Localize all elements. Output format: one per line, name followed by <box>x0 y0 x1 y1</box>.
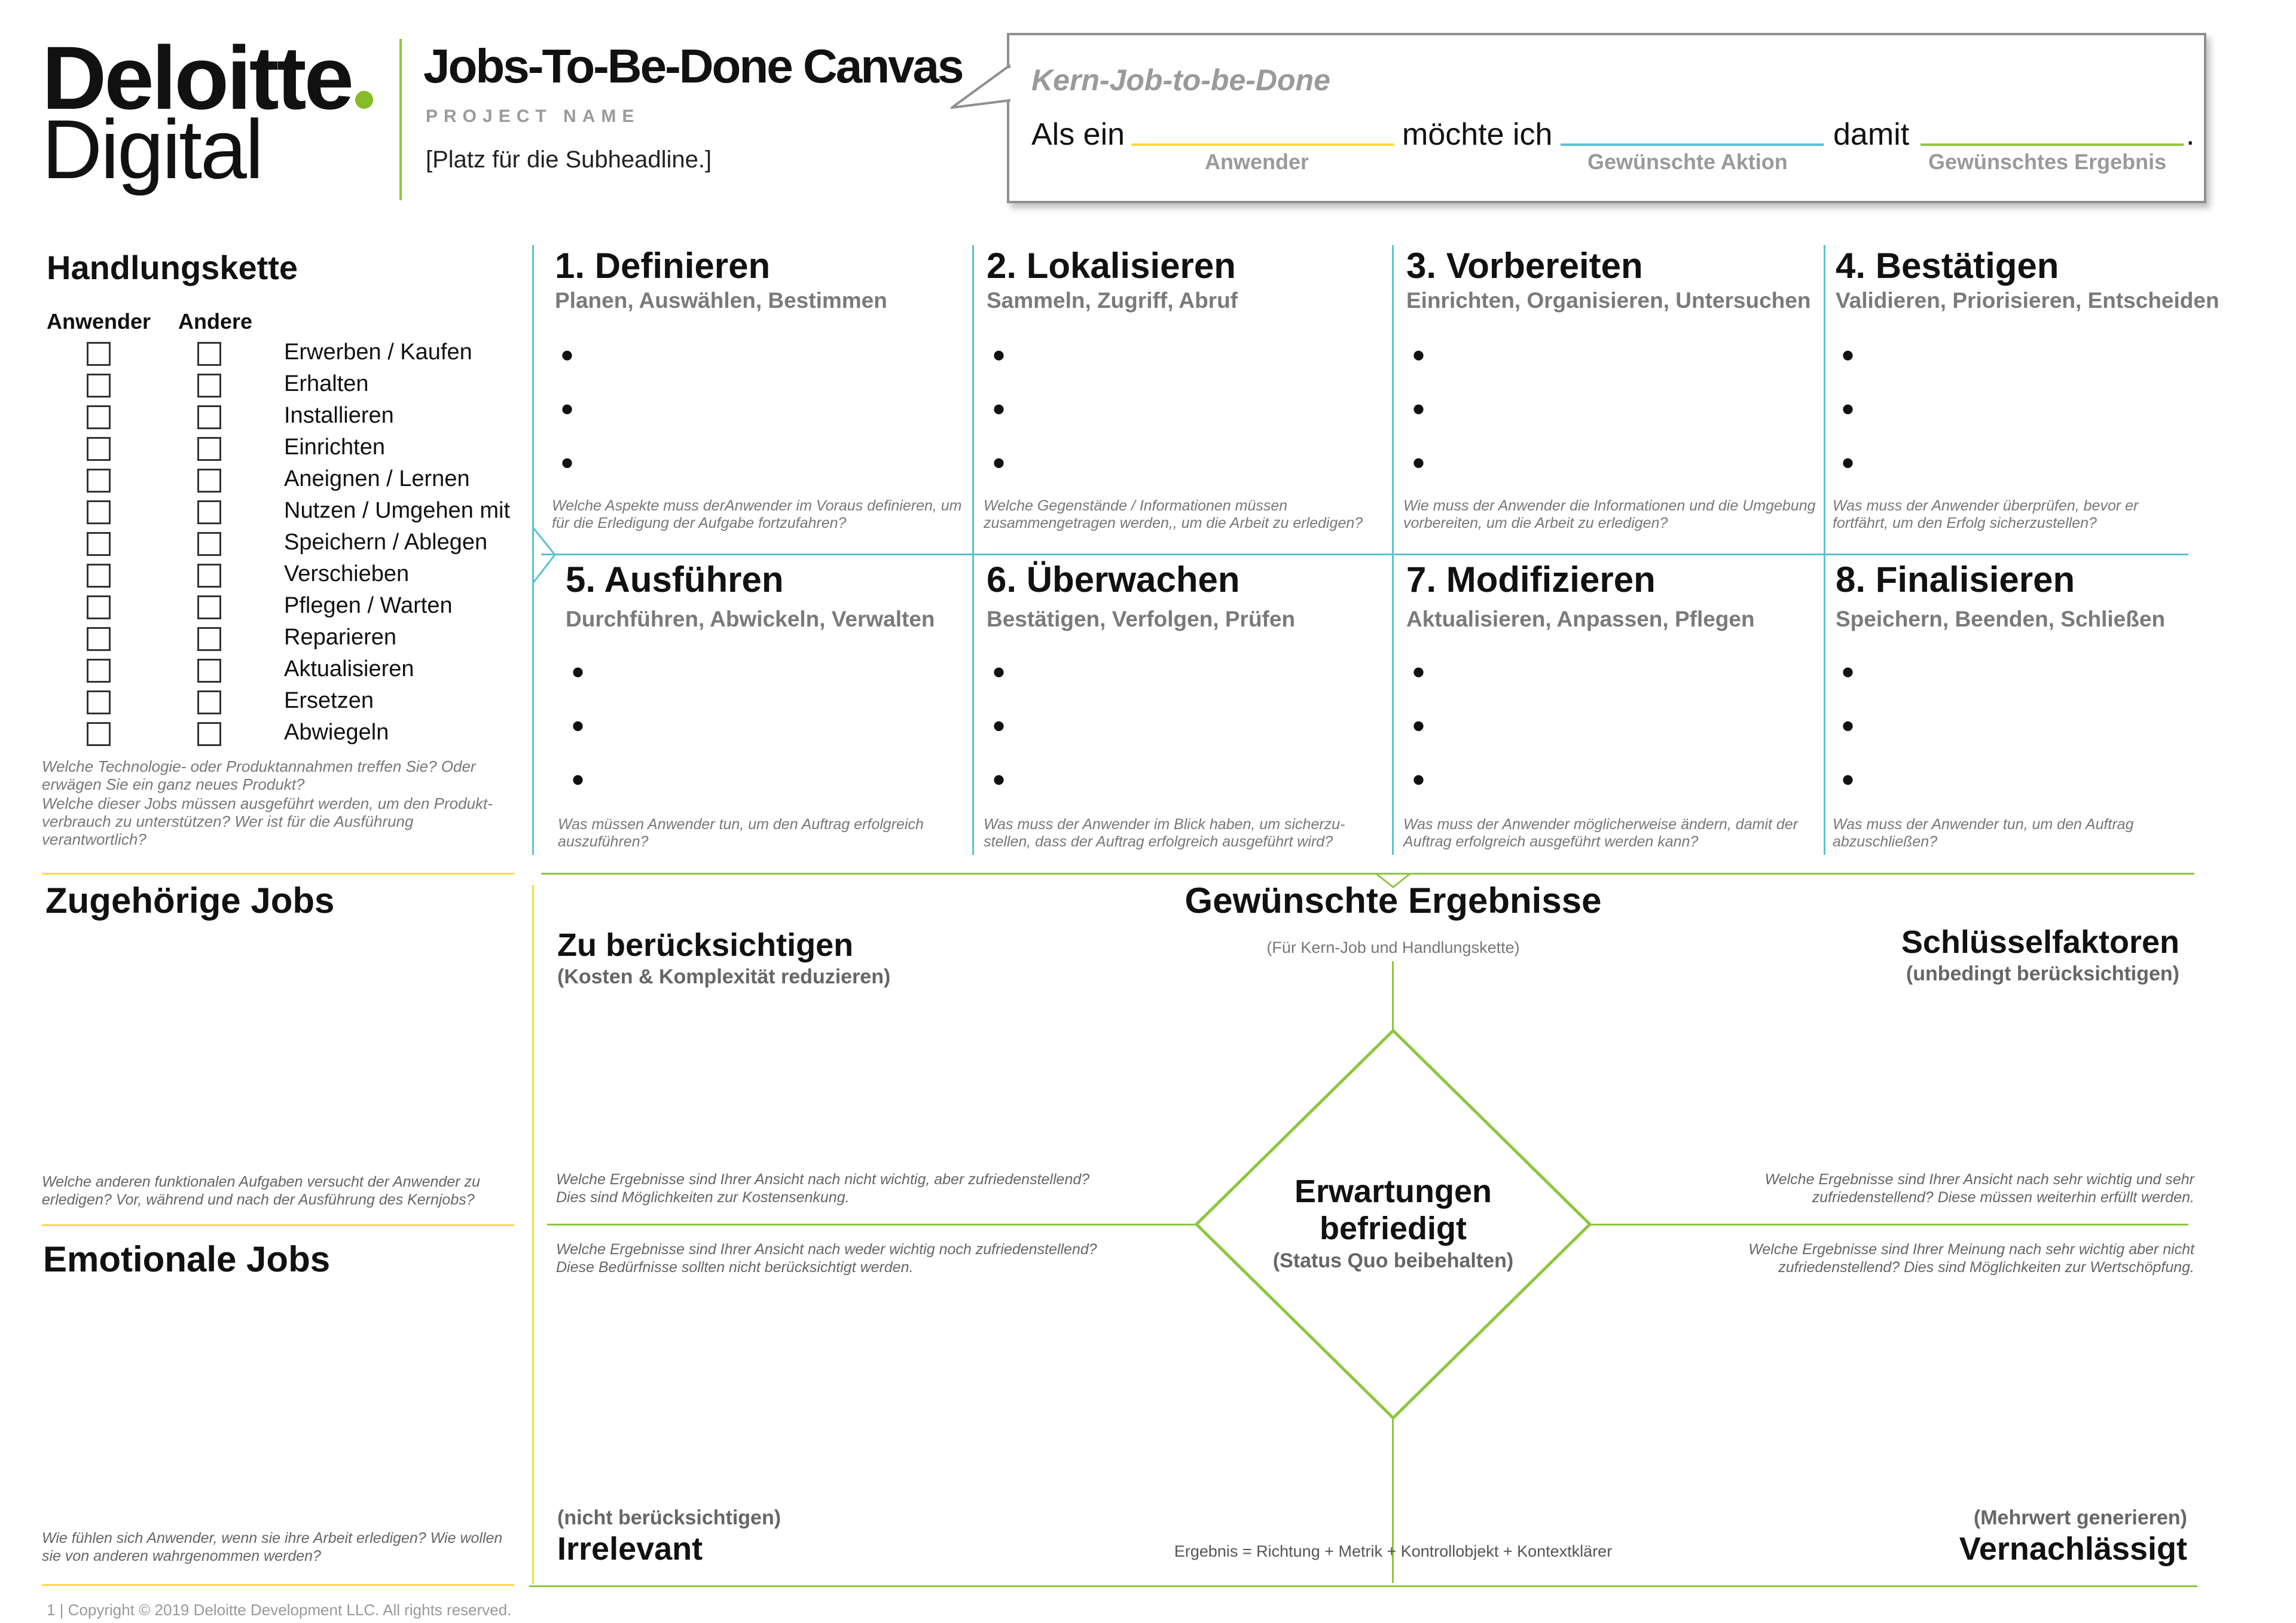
core-job-label: Kern-Job-to-be-Done <box>1031 63 1330 97</box>
handlungskette-label: Speichern / Ablegen <box>284 530 488 555</box>
quadrant-neglected-hint: Welche Ergebnisse sind Ihrer Meinung nach sehr wichtig aber nicht zufriedenstellend? Dies sind Möglichkeiten zur Wertschöpfung. <box>1748 1241 2194 1276</box>
quadrant-key-hint: Welche Ergebnisse sind Ihrer Ansicht nach sehr wichtig und sehr zufriedenstellend? Diese müssen weiterhin erfüllt werden. <box>1764 1171 2194 1206</box>
checkbox-user[interactable] <box>87 532 111 556</box>
grid-line <box>1824 245 1825 855</box>
core-job-end: . <box>2186 117 2195 152</box>
bullet-point[interactable]: • <box>1842 706 1855 746</box>
checkbox-user[interactable] <box>87 659 111 683</box>
column-user: Anwender <box>47 309 151 334</box>
project-name: PROJECT NAME <box>426 106 640 126</box>
step-hint: Wie muss der Anwender die Informationen und die Umgebung vorbereiten, um die Arbeit zu erledigen? <box>1403 497 1816 531</box>
handlungskette-row <box>0 528 526 560</box>
outcomes-subtitle: (Für Kern-Job und Handlungskette) <box>1266 939 1520 956</box>
logo-digital: Digital <box>42 102 262 196</box>
handlungskette-label: Nutzen / Umgehen mit <box>284 498 511 523</box>
divider <box>529 1585 2197 1587</box>
handlungskette-row <box>0 592 526 623</box>
checkbox-user[interactable] <box>87 469 111 493</box>
checkbox-other[interactable] <box>197 564 221 588</box>
bullet-point[interactable]: • <box>993 335 1006 375</box>
bullet-point[interactable]: • <box>993 389 1006 429</box>
handlungskette-row <box>0 465 526 497</box>
handlungskette-label: Erhalten <box>284 371 369 396</box>
bullet-point[interactable]: • <box>1412 652 1425 692</box>
handlungskette-row <box>0 623 526 655</box>
handlungskette-label: Pflegen / Warten <box>284 593 453 618</box>
bullet-point[interactable]: • <box>561 389 574 429</box>
bullet-point[interactable]: • <box>572 652 585 692</box>
bullet-point[interactable]: • <box>1842 335 1855 375</box>
blank-outcome[interactable] <box>1921 143 2184 146</box>
handlungskette-row <box>0 370 526 402</box>
handlungskette-label: Installieren <box>284 403 394 428</box>
checkbox-user[interactable] <box>87 437 111 461</box>
handlungskette-hint-1: Welche Technologie- oder Produktannahmen treffen Sie? Oder erwägen Sie ein ganz neues Produkt? <box>42 757 476 793</box>
quadrant-irrelevant-hint: Welche Ergebnisse sind Ihrer Ansicht nach weder wichtig noch zufriedenstellend? Diese Bedürfnisse sollten nicht berücksichtigt werden. <box>556 1241 1097 1276</box>
page-title: Jobs-To-Be-Done Canvas <box>423 39 963 93</box>
bullet-point[interactable]: • <box>993 760 1006 800</box>
checkbox-other[interactable] <box>197 690 221 714</box>
handlungskette-row <box>0 655 526 687</box>
checkbox-user[interactable] <box>87 722 111 746</box>
step-hint: Was muss der Anwender möglicherweise ändern, damit der Auftrag erfolgreich ausgeführt werden kann? <box>1403 816 1799 850</box>
quadrant-irrelevant-subtitle: (nicht berücksichtigen) <box>557 1506 781 1529</box>
step-subtitle: Speichern, Beenden, Schließen <box>1836 607 2166 631</box>
bullet-point[interactable]: • <box>1842 389 1855 429</box>
blank-action-label: Gewünschte Aktion <box>1587 149 1788 174</box>
checkbox-other[interactable] <box>197 722 221 746</box>
diamond-subtitle: (Status Quo beibehalten) <box>1272 1249 1514 1272</box>
grid-line <box>532 885 534 1584</box>
quadrant-consider-title: Zu berücksichtigen <box>557 927 854 963</box>
handlungskette-row <box>0 402 526 433</box>
emotional-jobs-title: Emotionale Jobs <box>43 1239 331 1279</box>
blank-user-label: Anwender <box>1205 149 1309 174</box>
step-hint: Welche Aspekte muss derAnwender im Voraus definieren, um für die Erledigung der Aufgabe fortzufahren? <box>552 497 962 531</box>
core-job-part1: Als ein <box>1031 117 1125 152</box>
bullet-point[interactable]: • <box>1842 443 1855 483</box>
related-jobs-title: Zugehörige Jobs <box>45 881 335 921</box>
checkbox-user[interactable] <box>87 500 111 524</box>
handlungskette-label: Aktualisieren <box>284 656 414 681</box>
step-subtitle: Aktualisieren, Anpassen, Pflegen <box>1406 607 1755 631</box>
handlungskette-label: Verschieben <box>284 561 410 586</box>
quadrant-consider-subtitle: (Kosten & Komplexität reduzieren) <box>557 965 891 988</box>
step-title: 6. Überwachen <box>987 560 1240 600</box>
checkbox-other[interactable] <box>197 405 221 429</box>
divider <box>42 873 514 875</box>
handlungskette-label: Erwerben / Kaufen <box>284 340 472 365</box>
divider <box>541 873 2194 875</box>
bullet-point[interactable]: • <box>993 443 1006 483</box>
handlungskette-label: Aneignen / Lernen <box>284 466 470 491</box>
step-hint: Was muss der Anwender tun, um den Auftrag abzuschließen? <box>1833 816 2134 850</box>
step-title: 3. Vorbereiten <box>1406 246 1643 286</box>
step-subtitle: Einrichten, Organisieren, Untersuchen <box>1406 288 1811 313</box>
outcome-formula: Ergebnis = Richtung + Metrik + Kontrollobjekt + Kontextklärer <box>1174 1542 1613 1560</box>
subheadline: [Platz für die Subheadline.] <box>426 146 712 173</box>
logo-dot-icon <box>355 91 373 109</box>
step-title: 5. Ausführen <box>566 560 784 600</box>
step-hint: Was muss der Anwender überprüfen, bevor er fortfährt, um den Erfolg sicherzustellen? <box>1833 497 2139 531</box>
bullet-point[interactable]: • <box>1412 335 1425 375</box>
checkbox-user[interactable] <box>87 342 111 366</box>
core-job-part2: möchte ich <box>1402 117 1553 152</box>
handlungskette-row <box>0 560 526 592</box>
quadrant-key-title: Schlüsselfaktoren <box>1901 924 2179 960</box>
step-title: 7. Modifizieren <box>1406 560 1656 600</box>
checkbox-other[interactable] <box>197 437 221 461</box>
blank-action[interactable] <box>1561 143 1824 146</box>
core-job-callout <box>1007 33 2206 203</box>
handlungskette-row <box>0 719 526 750</box>
step-hint: Was muss der Anwender im Blick haben, um sicherzu-stellen, dass der Auftrag erfolgreich ausgeführt wird? <box>984 816 1345 850</box>
callout-tail-icon <box>951 65 1010 112</box>
handlungskette-row <box>0 497 526 528</box>
step-title: 4. Bestätigen <box>1836 246 2059 286</box>
step-title: 1. Definieren <box>555 246 771 286</box>
step-title: 8. Finalisieren <box>1836 560 2075 600</box>
bullet-point[interactable]: • <box>1412 389 1425 429</box>
checkbox-user[interactable] <box>87 405 111 429</box>
step-subtitle: Bestätigen, Verfolgen, Prüfen <box>987 607 1296 631</box>
checkbox-other[interactable] <box>197 595 221 619</box>
checkbox-other[interactable] <box>197 627 221 651</box>
emotional-jobs-hint: Wie fühlen sich Anwender, wenn sie ihre Arbeit erledigen? Wie wollen sie von anderen wahrgenommen werden? <box>42 1530 503 1564</box>
step-subtitle: Planen, Auswählen, Bestimmen <box>555 288 887 313</box>
checkbox-other[interactable] <box>197 500 221 524</box>
checkbox-other[interactable] <box>197 469 221 493</box>
blank-outcome-label: Gewünschtes Ergebnis <box>1928 149 2167 174</box>
bullet-point[interactable]: • <box>1842 652 1855 692</box>
blank-user[interactable] <box>1131 143 1394 146</box>
step-subtitle: Sammeln, Zugriff, Abruf <box>987 288 1238 313</box>
footer-copyright: 1 | Copyright © 2019 Deloitte Development LLC. All rights reserved. <box>47 1601 512 1619</box>
checkbox-user[interactable] <box>87 627 111 651</box>
bullet-point[interactable]: • <box>561 335 574 375</box>
grid-line <box>972 245 974 855</box>
checkbox-other[interactable] <box>197 532 221 556</box>
handlungskette-label: Reparieren <box>284 625 396 650</box>
divider <box>42 1224 514 1226</box>
handlungskette-row <box>0 687 526 719</box>
handlungskette-hint-2: Welche dieser Jobs müssen ausgeführt werden, um den Produkt-verbrauch zu unterstützen? Wer ist für die Ausführung verantwortlich? <box>42 794 493 848</box>
diamond-title: Erwartungen befriedigt <box>1294 1173 1492 1247</box>
quadrant-neglected-subtitle: (Mehrwert generieren) <box>1973 1506 2187 1529</box>
handlungskette-label: Abwiegeln <box>284 720 389 745</box>
quadrant-consider-hint: Welche Ergebnisse sind Ihrer Ansicht nach nicht wichtig, aber zufriedenstellend? Dies sind Möglichkeiten zur Kostensenkung. <box>556 1171 1090 1206</box>
checkbox-user[interactable] <box>87 690 111 714</box>
grid-line <box>541 554 2188 555</box>
handlungskette-row <box>0 433 526 465</box>
checkbox-other[interactable] <box>197 342 221 366</box>
bullet-point[interactable]: • <box>1842 760 1855 800</box>
quadrant-irrelevant-title: Irrelevant <box>557 1531 703 1567</box>
step-title: 2. Lokalisieren <box>987 246 1236 286</box>
step-hint: Was müssen Anwender tun, um den Auftrag erfolgreich auszuführen? <box>558 816 924 850</box>
logo-deloitte: Deloitte <box>42 33 373 123</box>
bullet-point[interactable]: • <box>1412 706 1425 746</box>
checkbox-other[interactable] <box>197 659 221 683</box>
header-divider <box>399 39 402 200</box>
grid-line <box>1392 245 1394 855</box>
checkbox-user[interactable] <box>87 595 111 619</box>
outcomes-title: Gewünschte Ergebnisse <box>1184 881 1602 921</box>
bullet-point[interactable]: • <box>572 706 585 746</box>
checkbox-user[interactable] <box>87 374 111 398</box>
bullet-point[interactable]: • <box>993 652 1006 692</box>
step-hint: Welche Gegenstände / Informationen müssen zusammengetragen werden,, um die Arbeit zu erledigen? <box>984 497 1363 531</box>
related-jobs-hint: Welche anderen funktionalen Aufgaben versucht der Anwender zu erledigen? Vor, während und nach der Ausführung des Kernjobs? <box>42 1173 480 1208</box>
bullet-point[interactable]: • <box>561 443 574 483</box>
handlungskette-label: Ersetzen <box>284 688 374 713</box>
checkbox-other[interactable] <box>197 374 221 398</box>
step-subtitle: Durchführen, Abwickeln, Verwalten <box>566 607 935 631</box>
quadrant-key-subtitle: (unbedingt berücksichtigen) <box>1906 962 2179 985</box>
column-other: Andere <box>178 309 253 334</box>
bullet-point[interactable]: • <box>993 706 1006 746</box>
handlungskette-row <box>0 338 526 370</box>
handlungskette-label: Einrichten <box>284 435 385 460</box>
core-job-part3: damit <box>1833 117 1910 152</box>
bullet-point[interactable]: • <box>1412 443 1425 483</box>
checkbox-user[interactable] <box>87 564 111 588</box>
quadrant-neglected-title: Vernachlässigt <box>1959 1531 2187 1567</box>
grid-arrow-icon <box>530 526 560 586</box>
bullet-point[interactable]: • <box>1412 760 1425 800</box>
bullet-point[interactable]: • <box>572 760 585 800</box>
step-subtitle: Validieren, Priorisieren, Entscheiden <box>1836 288 2219 313</box>
divider <box>42 1584 514 1586</box>
handlungskette-title: Handlungskette <box>47 249 298 286</box>
